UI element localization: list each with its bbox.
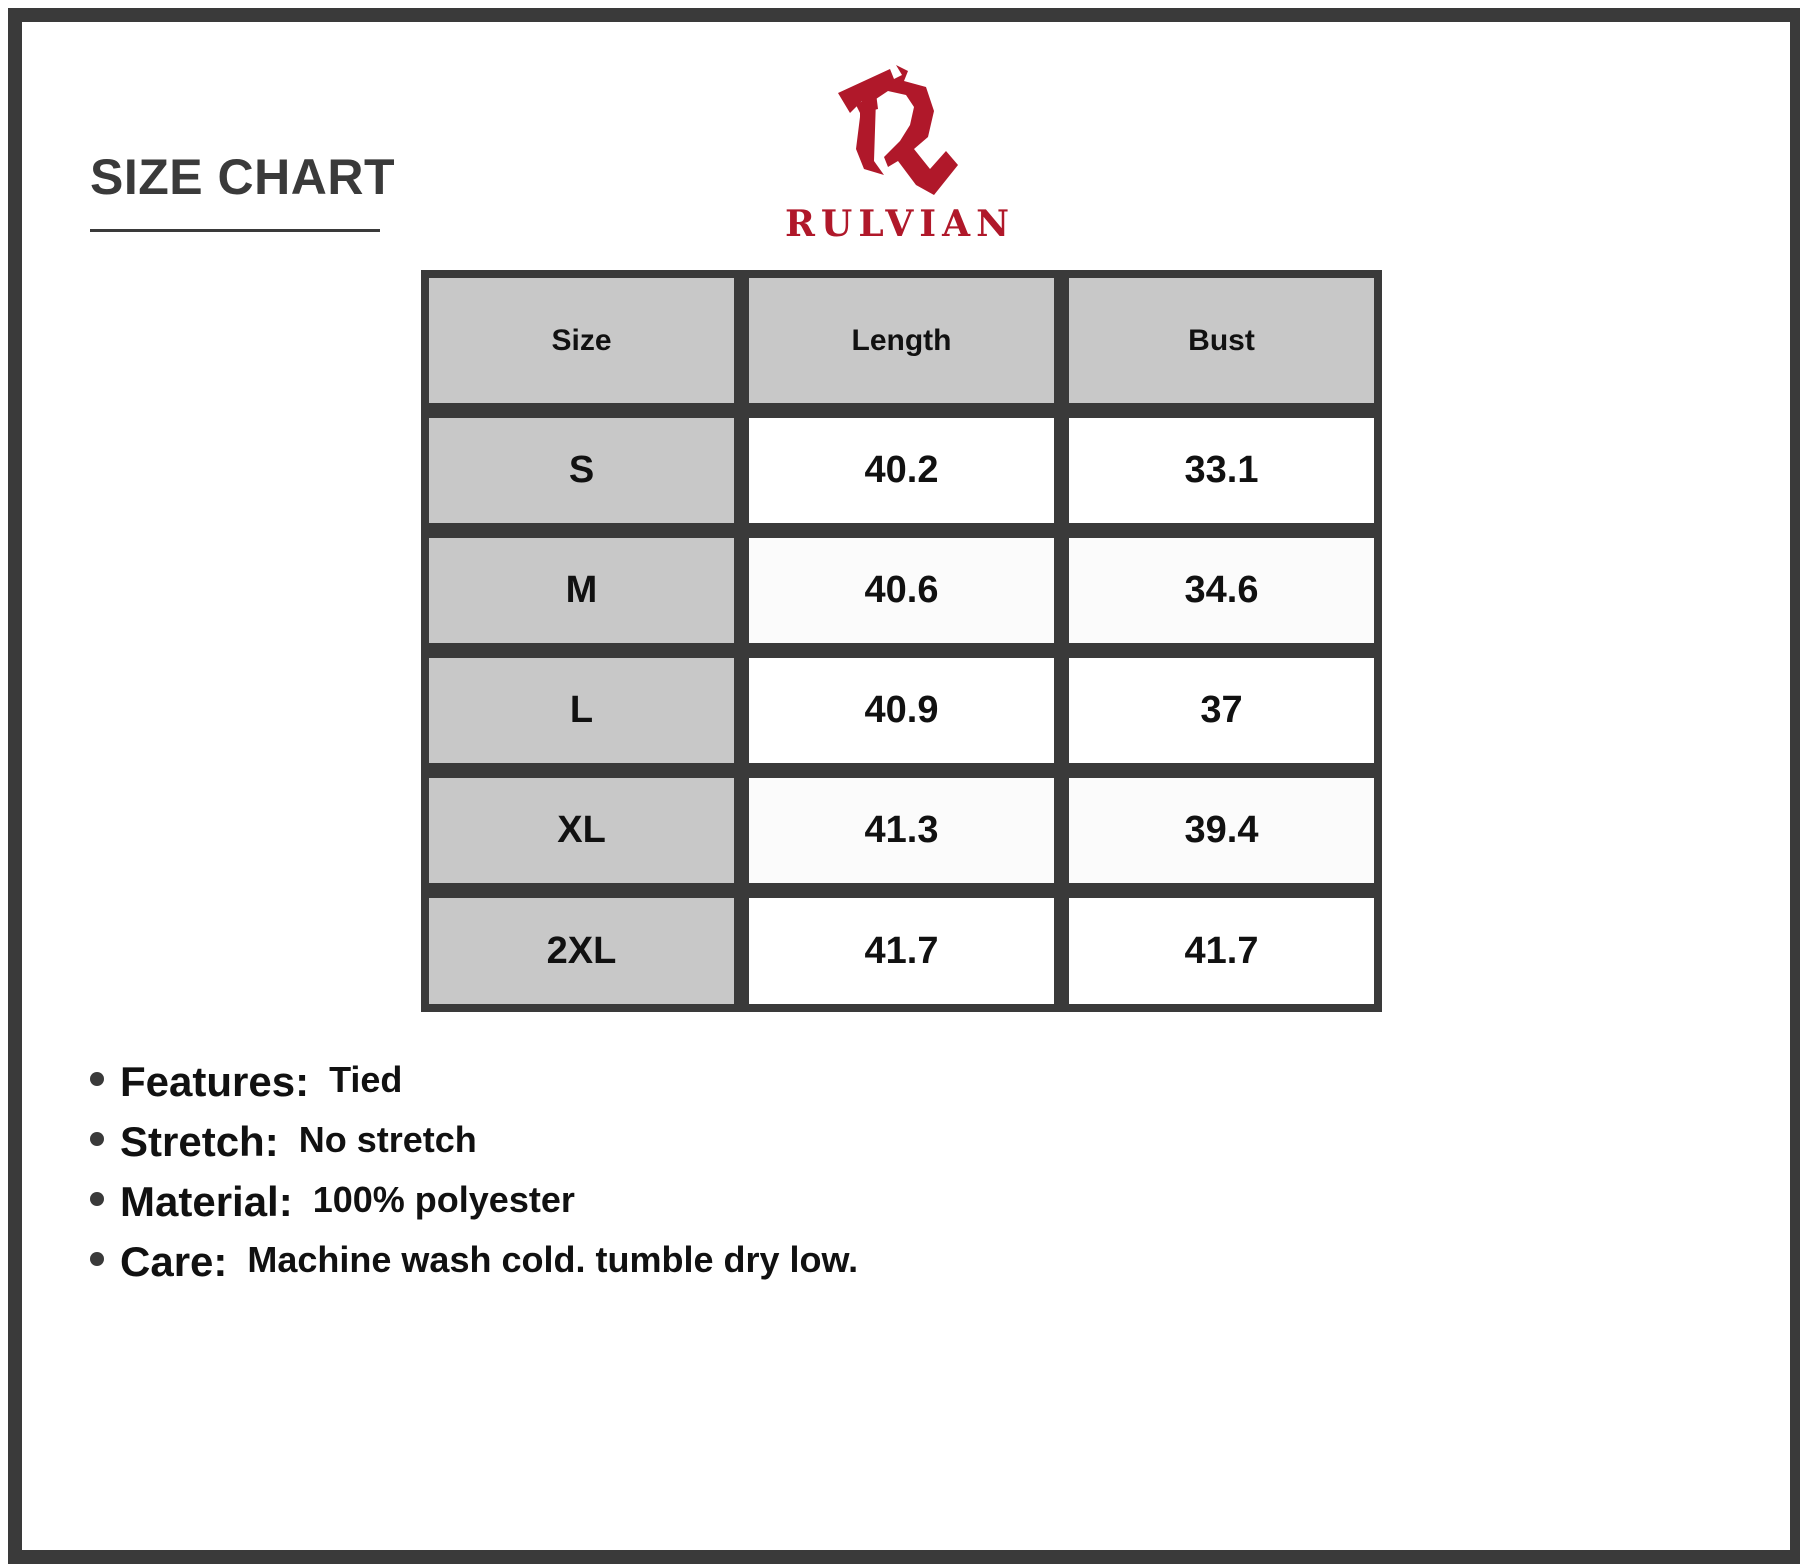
- rulvian-r-monogram-icon: [830, 65, 970, 200]
- detail-label: Material:: [120, 1178, 293, 1225]
- bullet-icon: [90, 1132, 104, 1146]
- detail-stretch: [90, 1118, 477, 1166]
- row-size-xl: XL: [429, 778, 734, 883]
- row-bust-l: 37: [1069, 658, 1374, 763]
- row-length-l: 40.9: [749, 658, 1054, 763]
- header-length: Length: [749, 278, 1054, 403]
- brand-wordmark: RULVIAN: [785, 203, 1015, 245]
- detail-label: Features:: [120, 1058, 310, 1105]
- header-bust: Bust: [1069, 278, 1374, 403]
- brand-logo: [780, 65, 1020, 250]
- row-length-s: 40.2: [749, 418, 1054, 523]
- detail-label: Care:: [120, 1238, 228, 1285]
- bullet-icon: [90, 1192, 104, 1206]
- row-size-l: L: [429, 658, 734, 763]
- detail-care: [90, 1238, 858, 1286]
- bullet-icon: [90, 1252, 104, 1266]
- row-bust-m: 34.6: [1069, 538, 1374, 643]
- bullet-icon: [90, 1072, 104, 1086]
- row-bust-s: 33.1: [1069, 418, 1374, 523]
- row-length-xl: 41.3: [749, 778, 1054, 883]
- detail-value: Machine wash cold. tumble dry low.: [247, 1239, 859, 1280]
- detail-features: [90, 1058, 402, 1106]
- detail-label: Stretch:: [120, 1118, 279, 1165]
- row-size-2xl: 2XL: [429, 898, 734, 1004]
- row-size-m: M: [429, 538, 734, 643]
- row-length-m: 40.6: [749, 538, 1054, 643]
- size-table: [421, 270, 1382, 1012]
- page-title: SIZE CHART: [90, 149, 395, 205]
- header-size: Size: [429, 278, 734, 403]
- detail-material: [90, 1178, 575, 1226]
- row-bust-2xl: 41.7: [1069, 898, 1374, 1004]
- row-bust-xl: 39.4: [1069, 778, 1374, 883]
- detail-value: 100% polyester: [312, 1179, 575, 1220]
- detail-value: No stretch: [298, 1119, 477, 1160]
- row-length-2xl: 41.7: [749, 898, 1054, 1004]
- row-size-s: S: [429, 418, 734, 523]
- detail-value: Tied: [329, 1059, 403, 1100]
- title-underline: [90, 229, 380, 232]
